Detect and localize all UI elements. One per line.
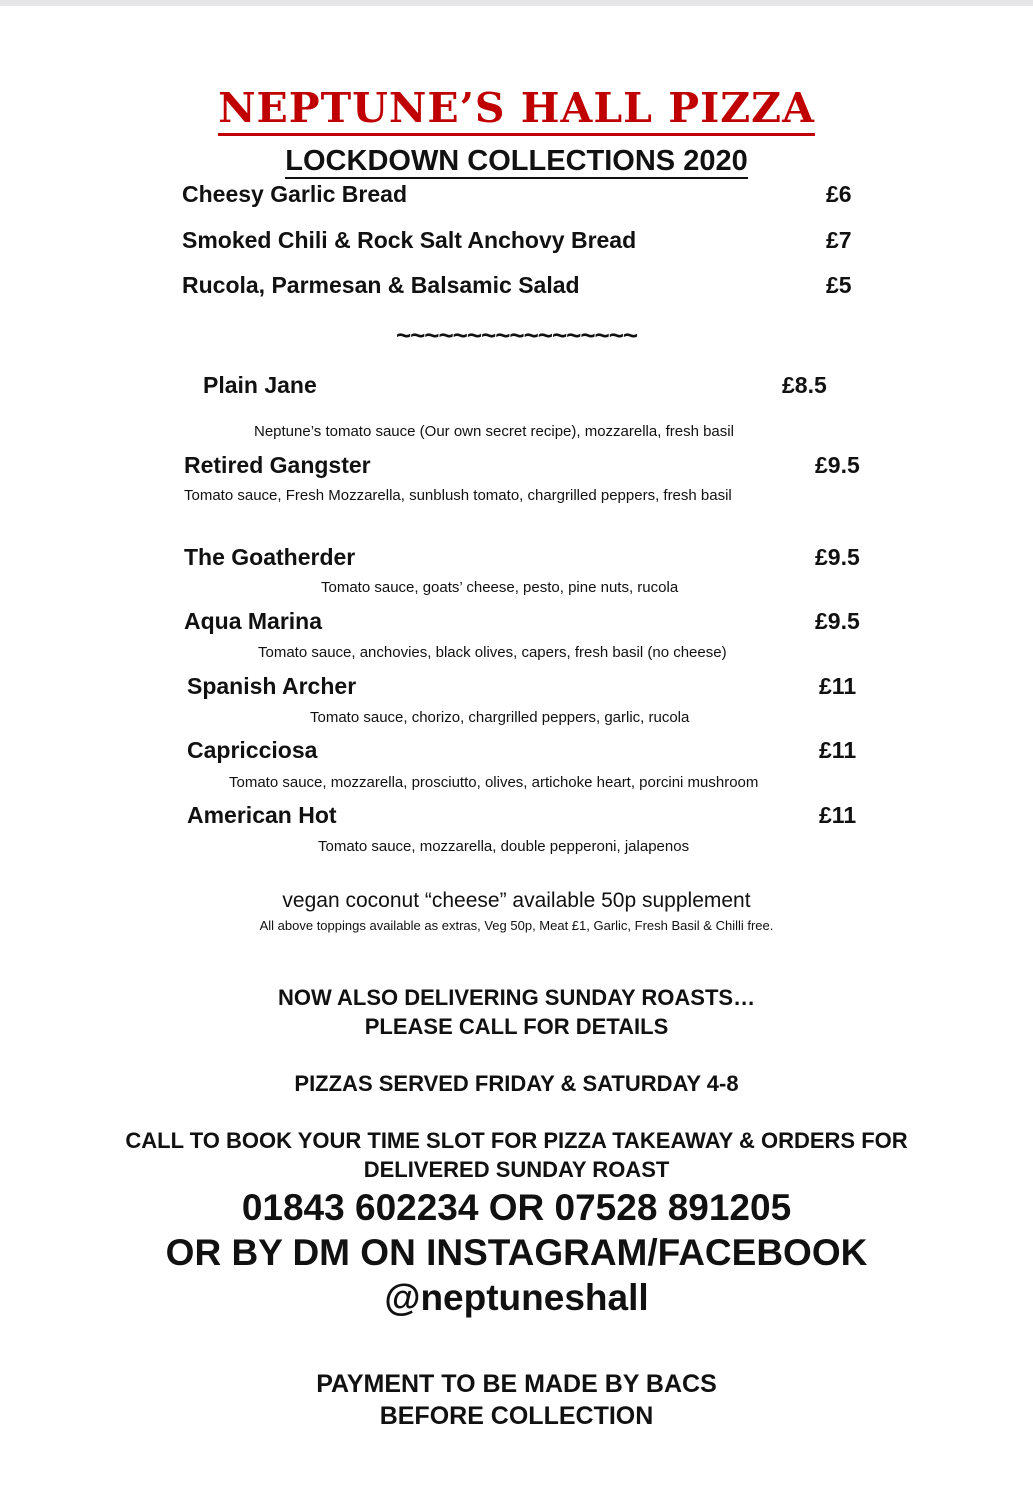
pizza-description: Tomato sauce, mozzarella, double pepperoni, jalapenos (318, 838, 690, 855)
dm-line: OR BY DM ON INSTAGRAM/FACEBOOK (165, 1232, 868, 1273)
pizza-description: Tomato sauce, mozzarella, prosciutto, olives, artichoke heart, porcini mushroom (229, 774, 759, 791)
payment-line: PAYMENT TO BE MADE BY BACS (316, 1370, 717, 1398)
pizza-name: Capricciosa (187, 737, 318, 763)
section-divider: ~~~~~~~~~~~~~~~~~ (395, 320, 638, 350)
top-border (0, 0, 1033, 6)
pizza-price: £11 (819, 737, 857, 763)
pizza-price: £9.5 (815, 544, 860, 570)
hours-line: PIZZAS SERVED FRIDAY & SATURDAY 4-8 (294, 1071, 739, 1096)
starter-price: £7 (826, 227, 852, 253)
menu-subtitle-text: LOCKDOWN COLLECTIONS 2020 (285, 145, 748, 177)
pizza-description: Tomato sauce, Fresh Mozzarella, sunblush tomato, chargrilled peppers, fresh basil (184, 487, 732, 504)
payment-line-2: BEFORE COLLECTION (379, 1402, 654, 1430)
pizza-description: Tomato sauce, chorizo, chargrilled peppers, garlic, rucola (310, 709, 690, 726)
roasts-line: NOW ALSO DELIVERING SUNDAY ROASTS… (277, 985, 756, 1010)
call-line-2: DELIVERED SUNDAY ROAST (363, 1157, 670, 1182)
social-handle: @neptuneshall (384, 1277, 649, 1318)
pizza-name: Aqua Marina (184, 608, 323, 634)
pizza-price: £9.5 (815, 452, 860, 478)
menu-title-text: NEPTUNE’S HALL PIZZA (218, 84, 815, 136)
pizza-name: American Hot (187, 802, 337, 828)
starter-name: Cheesy Garlic Bread (182, 181, 408, 207)
menu-subtitle (0, 144, 1033, 178)
pizza-name: Plain Jane (203, 372, 317, 398)
starter-name: Rucola, Parmesan & Balsamic Salad (182, 272, 580, 298)
starter-name: Smoked Chili & Rock Salt Anchovy Bread (182, 227, 637, 253)
pizza-description: Tomato sauce, goats’ cheese, pesto, pine nuts, rucola (321, 579, 679, 596)
pizza-price: £11 (819, 802, 857, 828)
starter-price: £6 (826, 181, 852, 207)
roasts-details-line: PLEASE CALL FOR DETAILS (364, 1014, 669, 1039)
pizza-name: The Goatherder (184, 544, 356, 570)
vegan-note: vegan coconut “cheese” available 50p supplement (282, 889, 751, 912)
phone-numbers: 01843 602234 OR 07528 891205 (241, 1187, 792, 1228)
pizza-description: Tomato sauce, anchovies, black olives, capers, fresh basil (no cheese) (258, 644, 727, 661)
extras-note: All above toppings available as extras, Veg 50p, Meat £1, Garlic, Fresh Basil & Chilli free. (259, 918, 774, 933)
pizza-name: Spanish Archer (187, 673, 357, 699)
pizza-price: £9.5 (815, 608, 860, 634)
pizza-name: Retired Gangster (184, 452, 371, 478)
pizza-description: Neptune’s tomato sauce (Our own secret recipe), mozzarella, fresh basil (254, 423, 734, 440)
call-line: CALL TO BOOK YOUR TIME SLOT FOR PIZZA TAKEAWAY & ORDERS FOR (125, 1128, 908, 1153)
menu-title (0, 84, 1033, 132)
pizza-price: £8.5 (782, 372, 827, 398)
starter-price: £5 (826, 272, 852, 298)
pizza-price: £11 (819, 673, 857, 699)
